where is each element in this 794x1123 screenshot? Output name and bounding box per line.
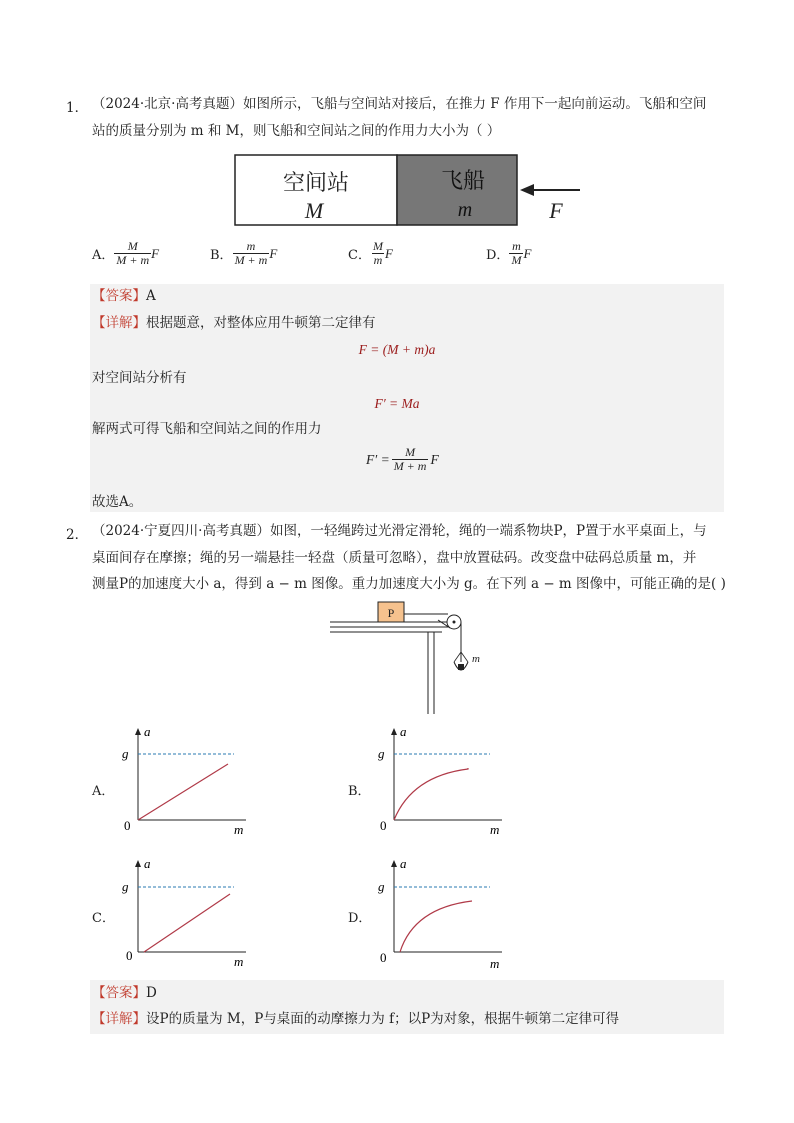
equation-3: F′ = $\frac{M}{M + m}$ F	[366, 445, 439, 473]
origin-label: 0	[380, 950, 387, 965]
option-c[interactable]: C． $\frac{M}{m}$ F	[348, 239, 393, 267]
station-label: 空间站	[282, 171, 350, 196]
force-arrow-head	[520, 184, 534, 196]
curve	[138, 764, 228, 820]
y-axis-arrow	[135, 860, 141, 867]
pan-string	[461, 652, 468, 662]
ship-label: 飞船	[440, 169, 486, 194]
x-axis-label: m	[490, 822, 500, 837]
curve	[394, 768, 468, 820]
pan-string	[454, 652, 461, 662]
option-b-label[interactable]: B．	[348, 784, 371, 799]
fraction: $\frac{M}{m}$	[372, 239, 383, 267]
detail-line: 【详解】设P的质量为 M，P与桌面的动摩擦力为 f；以P为对象，根据牛顿第二定律可得	[92, 1011, 620, 1027]
x-axis-label: m	[490, 956, 500, 971]
detail-line: 【详解】根据题意，对整体应用牛顿第二定律有	[92, 315, 376, 331]
y-axis-label: a	[400, 724, 407, 739]
option-d[interactable]: D． $\frac{m}{M}$ F	[486, 239, 532, 267]
fraction: $\frac{m}{M + m}$	[234, 239, 268, 267]
x-axis-label: m	[234, 822, 244, 837]
equation-1: F = (M + m)a	[358, 342, 436, 357]
g-label: g	[378, 746, 385, 761]
g-label: g	[378, 879, 385, 894]
y-axis-label: a	[144, 856, 151, 871]
g-label: g	[122, 746, 129, 761]
origin-label: 0	[124, 818, 131, 833]
station-mass: M	[304, 198, 324, 223]
option-b[interactable]: B． $\frac{m}{M + m}$ F	[210, 239, 278, 267]
curve	[144, 894, 230, 952]
origin-label: 0	[126, 948, 133, 963]
pulley-figure	[330, 600, 490, 718]
y-axis-label: a	[400, 856, 407, 871]
question-text: （2024·北京·高考真题）如图所示，飞船与空间站对接后，在推力 F 作用下一起向前运动。飞船和空间	[92, 96, 707, 112]
question-text: （2024·宁夏四川·高考真题）如图，一轻绳跨过光滑定滑轮，绳的一端系物块P，P置于水平桌面上，与	[92, 523, 707, 539]
detail-line: 对空间站分析有	[92, 370, 187, 386]
option-a[interactable]: A． $\frac{M}{M + m}$ F	[92, 239, 160, 267]
option-a-label[interactable]: A．	[92, 784, 115, 799]
origin-label: 0	[380, 818, 387, 833]
pulley-axle	[453, 621, 456, 624]
answer-line: 【答案】A	[92, 288, 156, 304]
question-number: 2．	[66, 527, 89, 543]
graph-c[interactable]	[116, 856, 256, 972]
g-label: g	[122, 879, 129, 894]
graph-b[interactable]	[372, 724, 512, 840]
y-axis-arrow	[391, 728, 397, 735]
block-label: P	[387, 606, 395, 620]
y-axis-arrow	[391, 860, 397, 867]
question-text: 站的质量分别为 m 和 M，则飞船和空间站之间的作用力大小为（ ）	[92, 123, 501, 139]
option-d-label[interactable]: D．	[348, 911, 372, 926]
x-axis-label: m	[234, 954, 244, 969]
graph-d[interactable]	[372, 856, 512, 972]
fraction: $\frac{M}{M + m}$	[116, 239, 150, 267]
y-axis-arrow	[135, 728, 141, 735]
ship-mass: m	[457, 199, 473, 221]
curve	[400, 901, 472, 952]
question-text: 桌面间存在摩擦；绳的另一端悬挂一轻盘（质量可忽略），盘中放置砝码。改变盘中砝码总质量 m，并	[92, 550, 697, 566]
option-c-label[interactable]: C．	[92, 911, 115, 926]
equation-2: F′ = Ma	[374, 396, 420, 411]
detail-line: 解两式可得飞船和空间站之间的作用力	[92, 421, 322, 437]
question-text: 测量P的加速度大小 a，得到 a − m 图像。重力加速度大小为 g。在下列 a − m 图像中，可能正确的是( )	[92, 576, 726, 592]
conclusion: 故选A。	[92, 494, 143, 510]
weight	[458, 664, 464, 670]
mass-label: m	[472, 653, 480, 665]
force-label: F	[549, 198, 563, 223]
graph-a[interactable]	[116, 724, 256, 840]
fraction: $\frac{m}{M}$	[511, 239, 522, 267]
y-axis-label: a	[144, 724, 151, 739]
fraction: $\frac{M}{M + m}$	[393, 445, 427, 473]
answer-line: 【答案】D	[92, 985, 157, 1001]
spacecraft-figure	[230, 150, 590, 230]
question-number: 1．	[66, 100, 89, 116]
